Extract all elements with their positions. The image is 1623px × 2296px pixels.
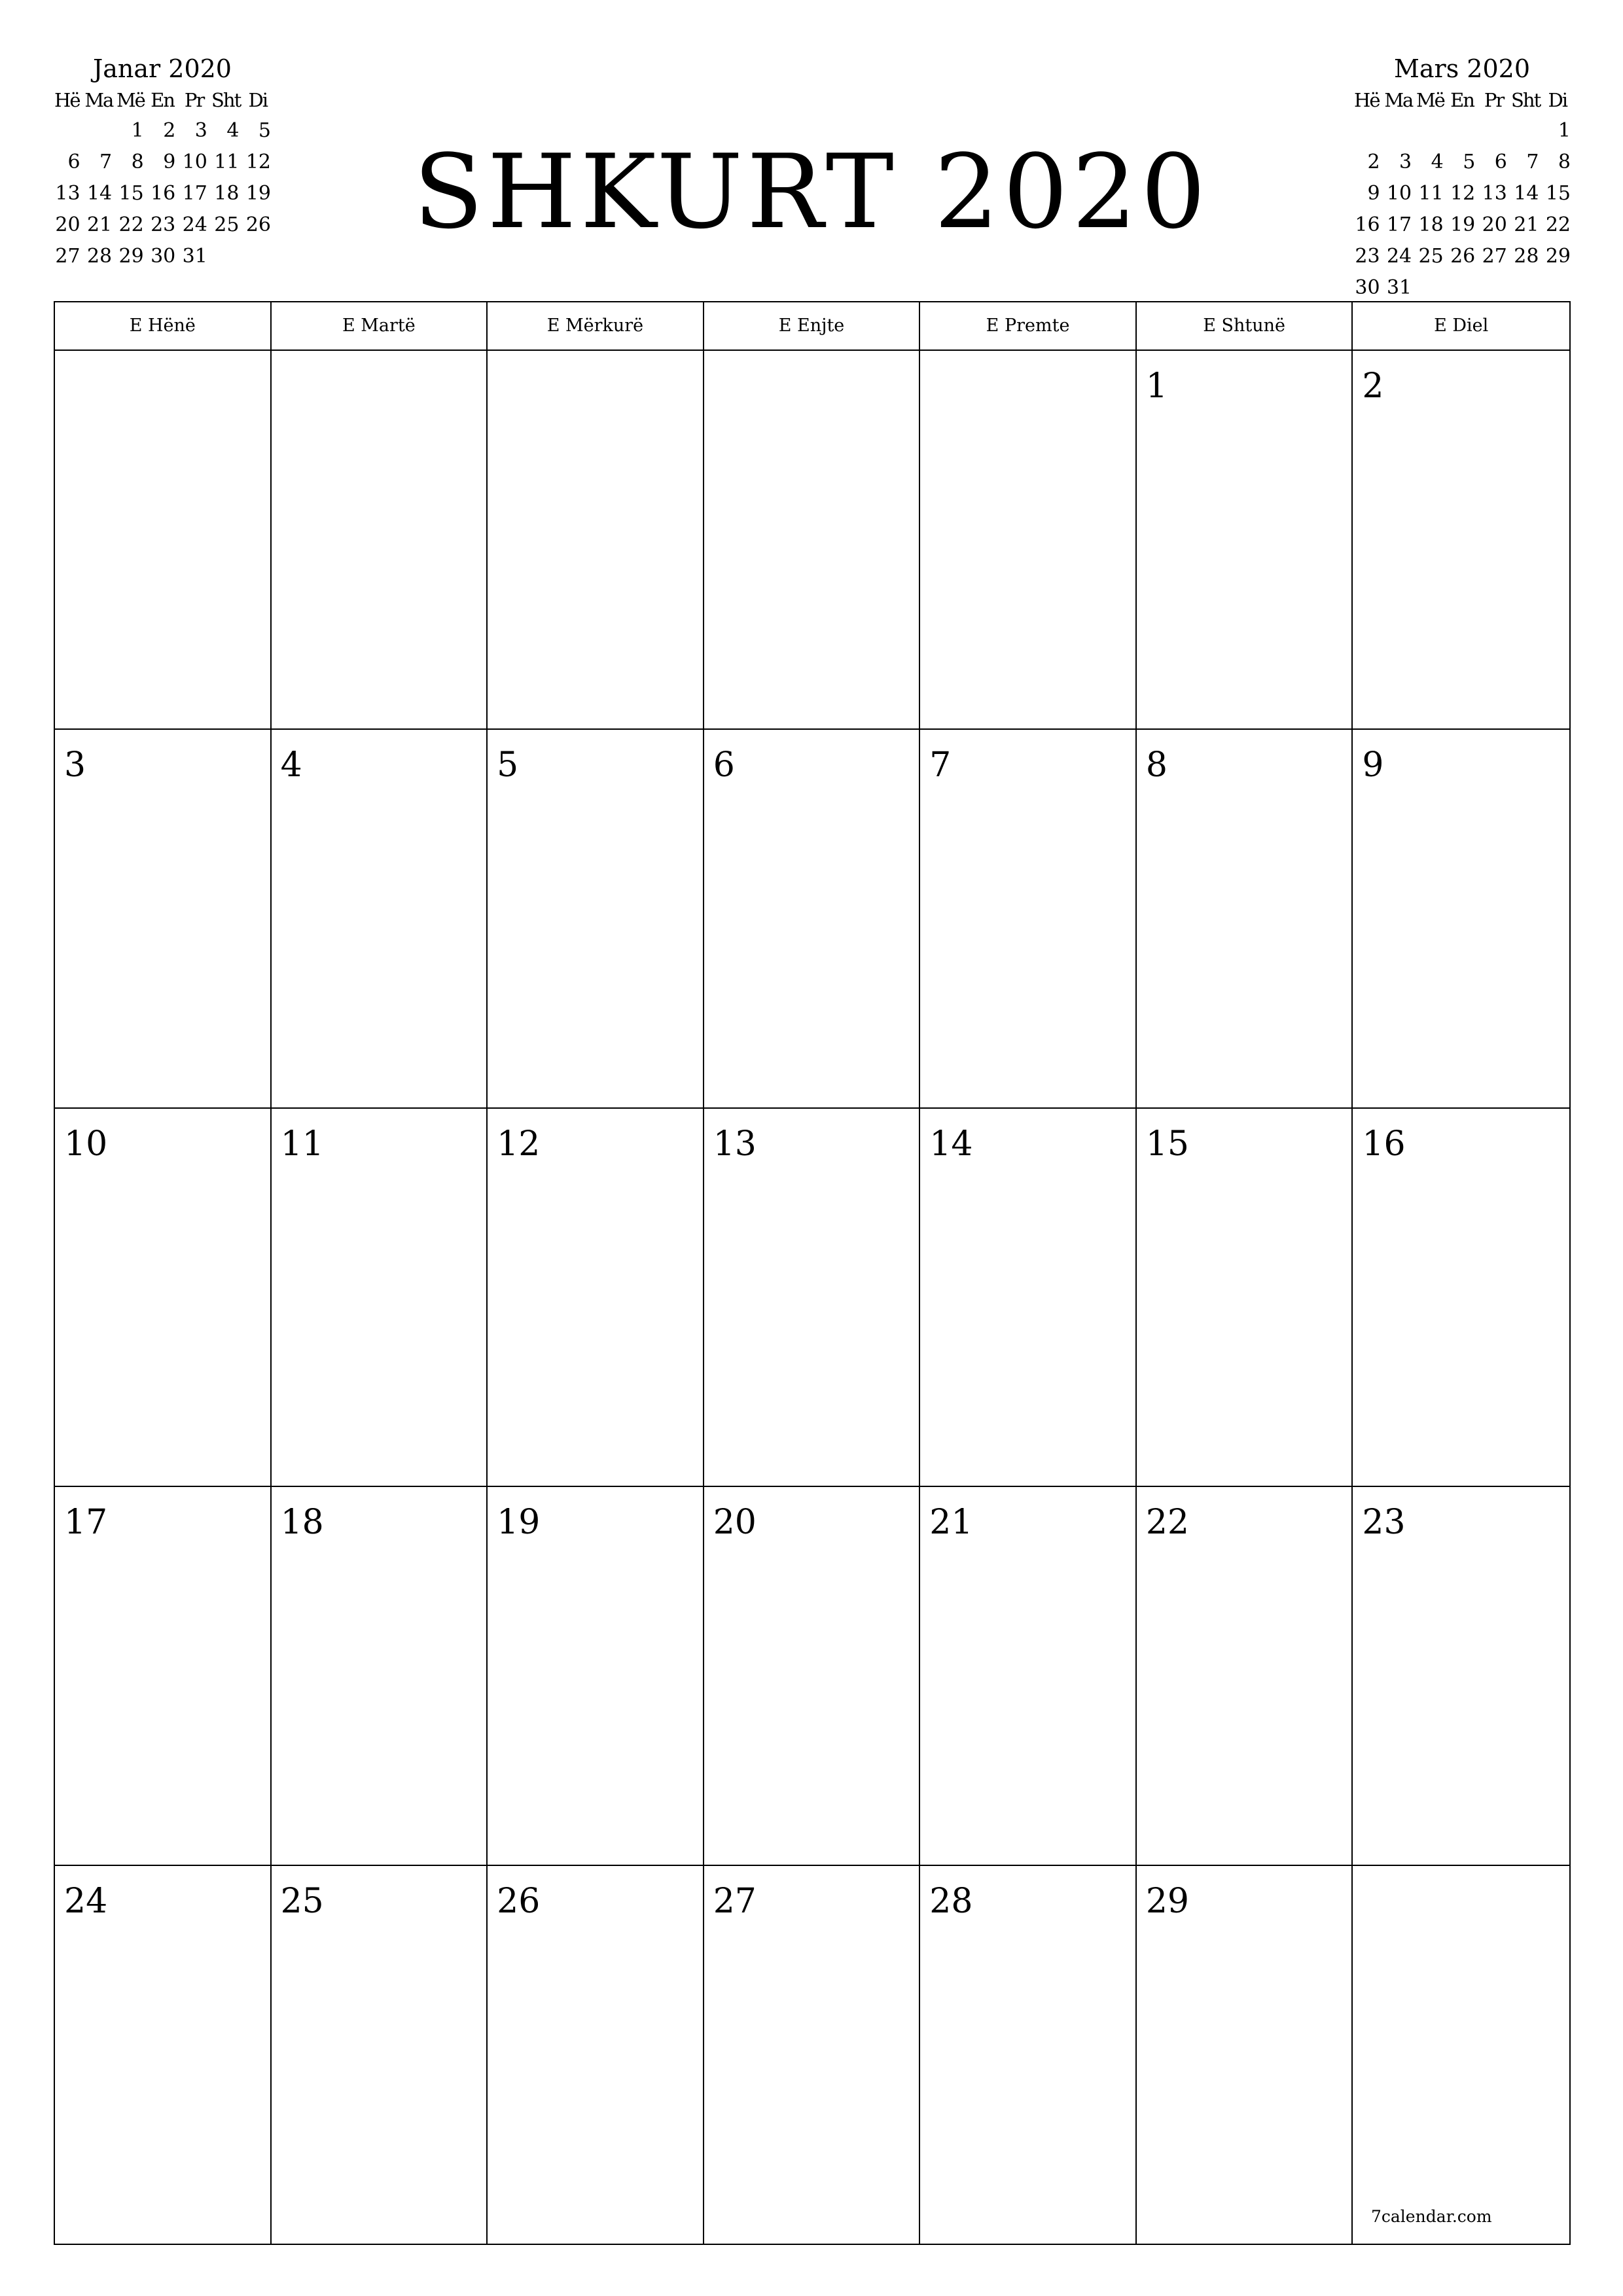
mini-weekday-label: Ma xyxy=(1384,89,1413,111)
mini-day: 8 xyxy=(131,151,144,173)
day-cell xyxy=(55,1487,272,1866)
mini-day: 16 xyxy=(1355,213,1380,236)
day-cell xyxy=(272,1866,488,2245)
day-number: 4 xyxy=(280,745,302,785)
weekday-header: E Diel xyxy=(1434,315,1489,336)
page-title: SHKURT 2020 xyxy=(413,132,1210,251)
day-cell xyxy=(704,1487,921,1866)
day-cell xyxy=(1137,351,1353,730)
mini-day: 23 xyxy=(151,213,176,236)
mini-day: 12 xyxy=(1450,182,1476,205)
day-number: 29 xyxy=(1145,1882,1190,1922)
day-cell xyxy=(920,730,1137,1109)
day-number: 8 xyxy=(1145,745,1168,785)
mini-day: 20 xyxy=(55,213,80,236)
day-number: 18 xyxy=(280,1503,324,1543)
mini-day: 17 xyxy=(182,182,207,205)
mini-day: 16 xyxy=(151,182,176,205)
mini-week-row xyxy=(51,241,274,272)
mini-week-row xyxy=(51,115,274,147)
day-cell xyxy=(55,1866,272,2245)
mini-day: 10 xyxy=(182,151,207,173)
mini-day xyxy=(1510,115,1542,147)
mini-day: 14 xyxy=(1514,182,1539,205)
day-cell xyxy=(1137,1487,1353,1866)
day-number: 17 xyxy=(64,1503,108,1543)
mini-day: 5 xyxy=(1463,151,1476,173)
day-number: 28 xyxy=(929,1882,973,1922)
day-cell xyxy=(272,730,488,1109)
mini-day xyxy=(51,115,83,147)
mini-day xyxy=(1478,272,1510,304)
mini-weekday-label: Hë xyxy=(54,89,80,111)
mini-day xyxy=(241,241,274,272)
mini-day: 6 xyxy=(67,151,80,173)
day-cell xyxy=(1137,730,1353,1109)
day-cell xyxy=(1353,1487,1569,1866)
mini-week-row xyxy=(1351,272,1573,304)
mini-day: 15 xyxy=(118,182,144,205)
mini-day xyxy=(1510,272,1542,304)
mini-day: 6 xyxy=(1494,151,1507,173)
mini-week-row xyxy=(51,209,274,241)
day-number: 12 xyxy=(497,1124,541,1164)
day-number: 21 xyxy=(929,1503,973,1543)
mini-week-row xyxy=(1351,241,1573,272)
day-number: 27 xyxy=(713,1882,757,1922)
mini-week-row xyxy=(1351,147,1573,178)
day-number: 22 xyxy=(1145,1503,1190,1543)
month-days xyxy=(55,351,1569,2245)
mini-day: 7 xyxy=(99,151,113,173)
mini-day: 28 xyxy=(86,245,113,268)
mini-week-row xyxy=(51,178,274,209)
day-cell xyxy=(55,351,272,730)
day-cell xyxy=(1353,1866,1569,2245)
mini-day: 1 xyxy=(131,119,144,142)
day-cell xyxy=(1353,730,1569,1109)
mini-day xyxy=(1446,115,1478,147)
mini-day: 17 xyxy=(1386,213,1412,236)
mini-weekday-label: En xyxy=(1450,89,1474,111)
day-number: 11 xyxy=(280,1124,324,1164)
weekday-header-row xyxy=(55,302,1569,351)
mini-day: 19 xyxy=(1450,213,1476,236)
mini-day: 11 xyxy=(1418,182,1444,205)
mini-day: 28 xyxy=(1514,245,1539,268)
mini-calendar-weekdays xyxy=(51,85,274,115)
mini-day: 11 xyxy=(214,151,240,173)
day-cell xyxy=(488,1487,704,1866)
mini-day: 14 xyxy=(86,182,113,205)
mini-day: 15 xyxy=(1545,182,1571,205)
mini-day: 19 xyxy=(245,182,271,205)
weekday-header: E Shtunë xyxy=(1137,302,1353,350)
mini-day: 18 xyxy=(214,182,240,205)
mini-day: 24 xyxy=(182,213,207,236)
mini-day: 20 xyxy=(1482,213,1507,236)
day-number: 23 xyxy=(1362,1503,1406,1543)
mini-weekday-label: Sht xyxy=(1511,89,1541,111)
mini-day: 10 xyxy=(1386,182,1412,205)
day-cell xyxy=(488,1109,704,1488)
mini-week-row xyxy=(1351,115,1573,147)
mini-weekday-label: Sht xyxy=(211,89,241,111)
day-number: 13 xyxy=(713,1124,757,1164)
day-cell xyxy=(55,730,272,1109)
day-cell xyxy=(272,1487,488,1866)
mini-day: 24 xyxy=(1386,245,1412,268)
day-number: 24 xyxy=(64,1882,108,1922)
weekday-header: E Mërkurë xyxy=(488,302,704,350)
mini-day: 21 xyxy=(86,213,113,236)
day-cell xyxy=(920,1109,1137,1488)
mini-day xyxy=(1478,115,1510,147)
day-cell xyxy=(272,351,488,730)
mini-calendar-weekdays xyxy=(1351,85,1573,115)
day-cell xyxy=(272,1109,488,1488)
mini-day: 29 xyxy=(118,245,144,268)
footer-watermark: 7calendar.com xyxy=(1371,2207,1492,2226)
mini-day: 4 xyxy=(226,119,240,142)
mini-day: 30 xyxy=(1355,276,1380,299)
weekday-header: E Enjte xyxy=(704,302,921,350)
day-number: 3 xyxy=(64,745,86,785)
day-cell xyxy=(920,1487,1137,1866)
mini-day: 4 xyxy=(1431,151,1444,173)
mini-day: 31 xyxy=(1386,276,1412,299)
weekday-header: E Martë xyxy=(272,302,488,350)
mini-day: 13 xyxy=(55,182,80,205)
mini-day: 2 xyxy=(1367,151,1380,173)
day-cell xyxy=(704,351,921,730)
day-cell xyxy=(1353,351,1569,730)
mini-week-row xyxy=(1351,178,1573,209)
mini-calendar-days xyxy=(1351,115,1573,304)
mini-day: 13 xyxy=(1482,182,1507,205)
mini-weekday-label: Pr xyxy=(1484,89,1504,111)
mini-weekday-label: Më xyxy=(116,89,145,111)
mini-day: 18 xyxy=(1418,213,1444,236)
mini-weekday-label: En xyxy=(151,89,174,111)
mini-calendar-title: Janar 2020 xyxy=(93,54,232,83)
day-number: 6 xyxy=(713,745,735,785)
day-cell xyxy=(920,351,1137,730)
mini-day: 30 xyxy=(151,245,176,268)
mini-day: 29 xyxy=(1545,245,1571,268)
mini-day: 9 xyxy=(1367,182,1380,205)
mini-day: 27 xyxy=(1482,245,1507,268)
mini-day: 1 xyxy=(1558,119,1571,142)
weekday-header: E Premte xyxy=(920,302,1137,350)
mini-calendar-days xyxy=(51,115,274,272)
mini-day: 25 xyxy=(214,213,240,236)
mini-day xyxy=(1446,272,1478,304)
mini-day: 7 xyxy=(1526,151,1539,173)
mini-day: 2 xyxy=(163,119,176,142)
day-number: 15 xyxy=(1145,1124,1190,1164)
mini-day xyxy=(1414,115,1446,147)
day-number: 19 xyxy=(497,1503,541,1543)
mini-day: 22 xyxy=(1545,213,1571,236)
day-cell xyxy=(55,1109,272,1488)
mini-day: 26 xyxy=(245,213,271,236)
mini-weekday-label: Pr xyxy=(184,89,204,111)
mini-day: 25 xyxy=(1418,245,1444,268)
mini-weekday-label: Di xyxy=(1548,89,1567,111)
mini-day xyxy=(83,115,115,147)
mini-day: 27 xyxy=(55,245,80,268)
mini-week-row xyxy=(51,147,274,178)
mini-weekday-label: Ma xyxy=(84,89,113,111)
mini-day: 8 xyxy=(1558,151,1571,173)
mini-day: 22 xyxy=(118,213,144,236)
day-cell xyxy=(704,1109,921,1488)
mini-day xyxy=(1541,272,1573,304)
mini-day: 26 xyxy=(1450,245,1476,268)
day-number: 5 xyxy=(497,745,519,785)
mini-calendar-title: Mars 2020 xyxy=(1393,54,1531,83)
day-number: 25 xyxy=(280,1882,324,1922)
day-cell xyxy=(488,1866,704,2245)
mini-day: 5 xyxy=(258,119,271,142)
day-cell xyxy=(1137,1109,1353,1488)
weekday-header: E Hënë xyxy=(55,302,272,350)
mini-day: 31 xyxy=(182,245,207,268)
mini-calendar-next-month xyxy=(1351,52,1573,304)
mini-day: 3 xyxy=(1399,151,1412,173)
day-number: 26 xyxy=(497,1882,541,1922)
day-cell xyxy=(704,1866,921,2245)
mini-day xyxy=(210,241,242,272)
mini-day: 9 xyxy=(163,151,176,173)
mini-day: 3 xyxy=(194,119,207,142)
day-number: 14 xyxy=(929,1124,973,1164)
mini-weekday-label: Di xyxy=(248,89,267,111)
mini-weekday-label: Hë xyxy=(1354,89,1380,111)
month-grid xyxy=(54,301,1571,2245)
day-cell xyxy=(704,730,921,1109)
day-number: 7 xyxy=(929,745,952,785)
day-cell xyxy=(488,730,704,1109)
day-number: 1 xyxy=(1145,367,1168,406)
day-cell xyxy=(1137,1866,1353,2245)
day-number: 2 xyxy=(1362,367,1384,406)
day-number: 9 xyxy=(1362,745,1384,785)
day-number: 10 xyxy=(64,1124,108,1164)
mini-weekday-label: Më xyxy=(1416,89,1444,111)
mini-day: 12 xyxy=(245,151,271,173)
mini-day xyxy=(1383,115,1415,147)
day-cell xyxy=(1353,1109,1569,1488)
mini-day xyxy=(1351,115,1383,147)
mini-day xyxy=(1414,272,1446,304)
day-cell xyxy=(488,351,704,730)
mini-week-row xyxy=(1351,209,1573,241)
day-number: 20 xyxy=(713,1503,757,1543)
mini-calendar-previous-month xyxy=(51,52,274,272)
mini-day: 23 xyxy=(1355,245,1380,268)
day-number: 16 xyxy=(1362,1124,1406,1164)
day-cell xyxy=(920,1866,1137,2245)
mini-day: 21 xyxy=(1514,213,1539,236)
